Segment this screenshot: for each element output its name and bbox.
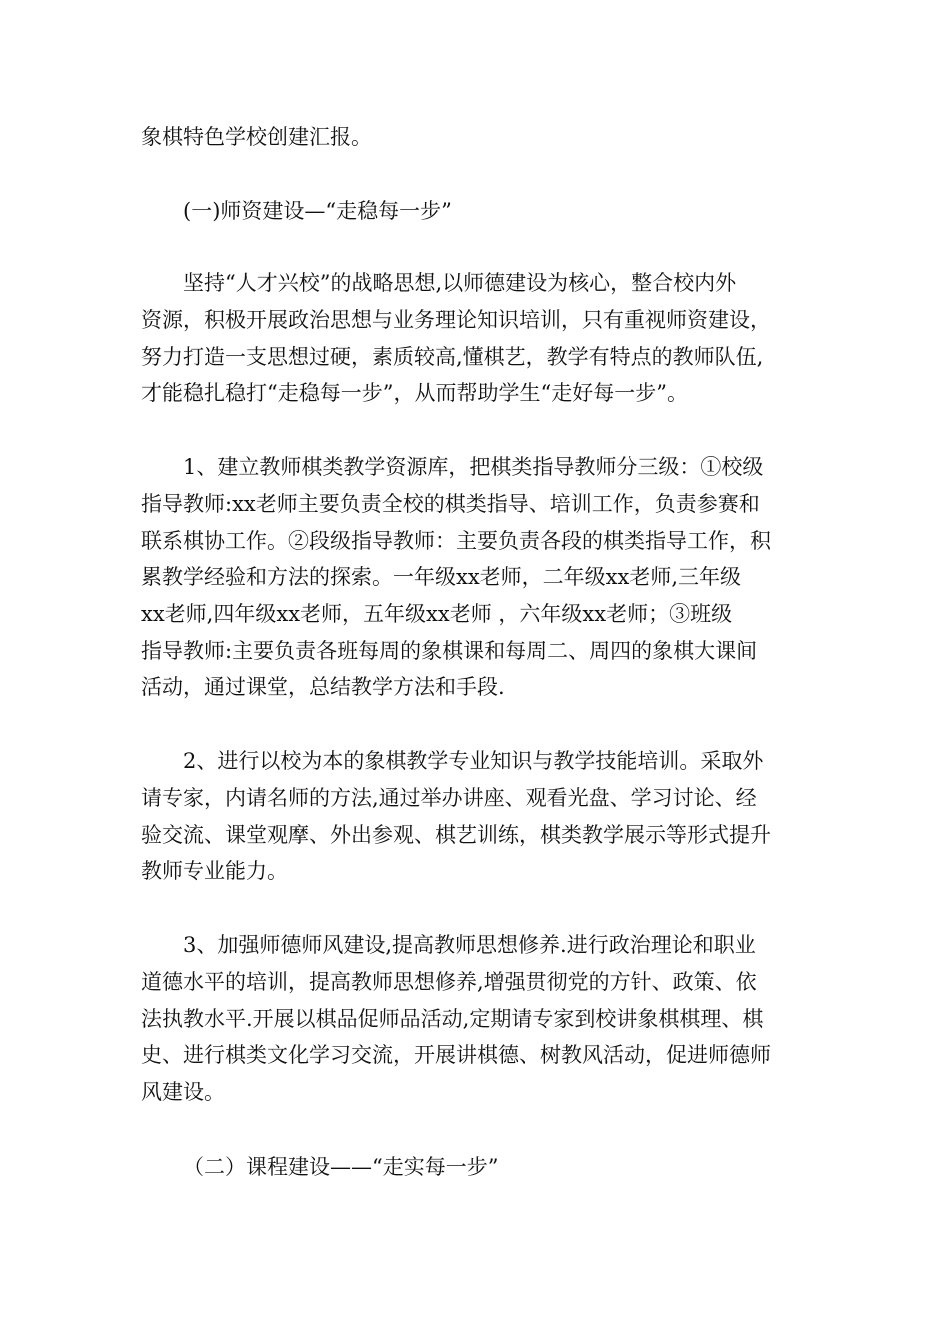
paragraph-line: 验交流、课堂观摩、外出参观、棋艺训练，棋类教学展示等形式提升 [141, 823, 771, 847]
paragraph-line: 2、进行以校为本的象棋教学专业知识与教学技能培训。采取外 [183, 749, 764, 773]
paragraph-line: 指导教师:xx老师主要负责全校的棋类指导、培训工作，负责参赛和 [141, 492, 760, 516]
paragraph-line: 3、加强师德师风建设,提高教师思想修养.进行政治理论和职业 [183, 933, 756, 957]
section1-heading: (一)师资建设—“走稳每一步” [183, 199, 452, 223]
intro-line: 象棋特色学校创建汇报。 [141, 125, 372, 149]
paragraph-line: 请专家，内请名师的方法,通过举办讲座、观看光盘、学习讨论、经 [141, 786, 757, 810]
paragraph-line: 风建设。 [141, 1080, 225, 1104]
paragraph-line: 坚持“人才兴校”的战略思想,以师德建设为核心，整合校内外 [183, 271, 737, 295]
paragraph-line: 1、建立教师棋类教学资源库，把棋类指导教师分三级：①校级 [183, 455, 764, 479]
paragraph-line: 才能稳扎稳打“走稳每一步”，从而帮助学生“走好每一步”。 [141, 381, 688, 405]
paragraph-line: 资源，积极开展政治思想与业务理论知识培训，只有重视师资建设， [141, 308, 771, 332]
section2-heading: （二）课程建设——“走实每一步” [183, 1155, 499, 1179]
paragraph-line: 累教学经验和方法的探索。一年级xx老师，二年级xx老师,三年级 [141, 565, 742, 589]
paragraph-line: 教师专业能力。 [141, 859, 288, 883]
paragraph-line: 联系棋协工作。②段级指导教师：主要负责各段的棋类指导工作，积 [141, 529, 771, 553]
paragraph-line: 指导教师:主要负责各班每周的象棋课和每周二、周四的象棋大课间 [141, 639, 758, 663]
paragraph-line: 活动，通过课堂，总结教学方法和手段. [141, 675, 505, 699]
paragraph-line: 法执教水平.开展以棋品促师品活动,定期请专家到校讲象棋棋理、棋 [141, 1007, 764, 1031]
paragraph-line: xx老师,四年级xx老师，五年级xx老师 ，六年级xx老师；③班级 [141, 602, 733, 626]
paragraph-line: 道德水平的培训，提高教师思想修养,增强贯彻党的方针、政策、依 [141, 970, 757, 994]
paragraph-line: 努力打造一支思想过硬，素质较高,懂棋艺，教学有特点的教师队伍, [141, 345, 764, 369]
paragraph-line: 史、进行棋类文化学习交流，开展讲棋德、树教风活动，促进师德师 [141, 1043, 771, 1067]
